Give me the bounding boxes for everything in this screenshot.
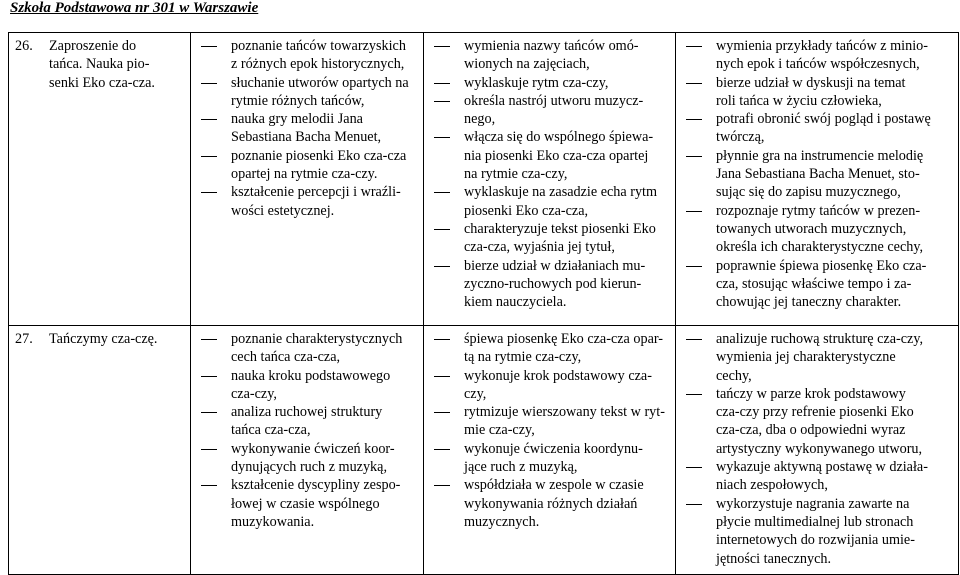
list-item	[430, 128, 671, 183]
list-item	[197, 476, 419, 531]
list-item	[682, 202, 954, 257]
text-line: wionych na zajęciach,	[464, 56, 590, 73]
list-item	[197, 110, 419, 147]
text-line: muzycznych.	[464, 513, 540, 530]
text-line: analizuje ruchową strukturę cza-czy,	[716, 331, 924, 347]
text-line: śpiewa piosenkę Eko cza-cza opar-	[464, 331, 664, 347]
text-line: bierze udział w działaniach mu-	[464, 257, 646, 274]
text-line: potrafi obronić swój pogląd i postawę	[716, 111, 931, 128]
text-line: jące ruch z muzyką,	[464, 459, 578, 476]
objectives-basic-cell	[424, 33, 676, 326]
text-line: tańca. Nauka pio-	[49, 56, 150, 73]
lesson-title	[49, 330, 186, 348]
text-line: poznanie piosenki Eko cza-cza	[231, 147, 407, 164]
text-line: nych epok i tańców współczesnych,	[716, 56, 920, 73]
text-line: tą na rytmie cza-czy,	[464, 349, 582, 366]
text-line: z różnych epok historycznych,	[231, 56, 405, 73]
text-line: wykonywanie ćwiczeń koor-	[231, 440, 395, 457]
text-line: cza-cza, dba o odpowiedni wyraz	[716, 422, 906, 439]
text-line: cza, stosując właściwe tempo i za-	[716, 275, 912, 292]
text-line: nauka gry melodii Jana	[231, 111, 363, 128]
text-line: niach zespołowych,	[716, 477, 828, 494]
lesson-number: 27.	[15, 331, 33, 347]
text-line: czy,	[464, 385, 487, 402]
list-item	[430, 220, 671, 257]
text-line: chowując jej taneczny charakter.	[716, 294, 902, 311]
text-line: wyklaskuje na zasadzie echa rytm	[464, 184, 658, 201]
text-line: roli tańca w życiu człowieka,	[716, 92, 882, 109]
text-line: jętności tanecznych.	[716, 550, 832, 567]
text-line: bierze udział w dyskusji na temat	[716, 74, 906, 91]
text-line: określa nastrój utworu muzycz-	[464, 92, 644, 109]
text-line: kształcenie percepcji i wraźli-	[231, 184, 401, 201]
text-line: wykazuje aktywną postawę w działa-	[716, 459, 928, 476]
list-item	[430, 257, 671, 312]
list-item	[197, 440, 419, 477]
objectives-extended-cell	[676, 33, 959, 326]
text-line: twórczą,	[716, 129, 765, 146]
list-item	[682, 147, 954, 202]
text-line: płynnie gra na instrumencie melodię	[716, 147, 924, 164]
lesson-title	[49, 37, 186, 92]
text-line: poznanie charakterystycznych	[231, 331, 403, 347]
list-item	[430, 37, 671, 74]
text-line: dynujących ruch z muzyką,	[231, 459, 388, 476]
text-line: senki Eko cza-cza.	[49, 74, 155, 91]
text-line: wości estetycznej.	[231, 202, 335, 219]
list-item	[197, 37, 419, 74]
text-line: tańczy w parze krok podstawowy	[716, 385, 906, 402]
text-line: wykorzystuje nagrania zawarte na	[716, 495, 910, 512]
text-line: rytmizuje wierszowany tekst w ryt-	[464, 404, 665, 421]
curriculum-table	[8, 32, 959, 575]
list-item	[430, 74, 671, 92]
text-line: łowej w czasie wspólnego	[231, 495, 380, 512]
list-item	[430, 330, 671, 367]
list-item	[197, 147, 419, 184]
list-item	[682, 330, 954, 385]
text-line: cza-cza, wyjaśnia jej tytuł,	[464, 239, 615, 256]
text-line: zyczno-ruchowych pod kierun-	[464, 275, 642, 292]
text-line: nauka kroku podstawowego	[231, 367, 391, 384]
list-item	[197, 330, 419, 367]
lesson-topic	[15, 37, 186, 92]
text-line: na rytmie cza-czy,	[464, 166, 568, 183]
text-line: internetowych do rozwijania umie-	[716, 532, 915, 549]
text-line: wykonuje krok podstawowy cza-	[464, 367, 652, 384]
text-line: wymienia przykłady tańców z minio-	[716, 38, 928, 54]
text-line: poznanie tańców towarzyskich	[231, 38, 406, 54]
list-item	[682, 37, 954, 74]
list-item	[430, 367, 671, 404]
text-line: poprawnie śpiewa piosenkę Eko cza-	[716, 257, 927, 274]
list-item	[682, 257, 954, 312]
text-line: artystyczny wykonywanego utworu,	[716, 440, 923, 457]
text-line: wymienia jej charakterystyczne	[716, 349, 896, 366]
list-item	[430, 183, 671, 220]
text-line: opartej na rytmie cza-czy.	[231, 166, 378, 183]
text-line: rytmie różnych tańców,	[231, 92, 365, 109]
text-line: wyklaskuje rytm cza-czy,	[464, 74, 609, 91]
text-line: sując się do zapisu muzycznego,	[716, 184, 901, 201]
text-line: cza-czy,	[231, 385, 277, 402]
table-row	[9, 33, 959, 326]
text-line: cechy,	[716, 367, 752, 384]
list-item	[197, 403, 419, 440]
list-item	[682, 74, 954, 111]
topic-cell	[9, 33, 191, 326]
text-line: wykonuje ćwiczenia koordynu-	[464, 440, 643, 457]
list-item	[430, 476, 671, 531]
content-cell	[191, 326, 424, 575]
list-item	[197, 74, 419, 111]
text-line: współdziała w zespole w czasie	[464, 477, 644, 494]
text-line: włącza się do wspólnego śpiewa-	[464, 129, 654, 146]
text-line: towanych utworach muzycznych,	[716, 220, 907, 237]
list-item	[682, 458, 954, 495]
text-line: Sebastiana Bacha Menuet,	[231, 129, 382, 146]
text-line: nego,	[464, 111, 496, 128]
text-line: Jana Sebastiana Bacha Menuet, sto-	[716, 166, 920, 183]
text-line: kształcenie dyscypliny zespo-	[231, 477, 401, 494]
lesson-number: 26.	[15, 38, 33, 54]
text-line: płycie multimedialnej lub stronach	[716, 513, 914, 530]
text-line: Tańczymy cza-czę.	[49, 331, 158, 347]
objectives-extended-cell	[676, 326, 959, 575]
list-item	[682, 110, 954, 147]
text-line: określa ich charakterystyczne cechy,	[716, 239, 924, 256]
text-line: analiza ruchowej struktury	[231, 404, 383, 421]
text-line: słuchanie utworów opartych na	[231, 74, 409, 91]
text-line: piosenki Eko cza-cza,	[464, 202, 589, 219]
objectives-basic-cell	[424, 326, 676, 575]
table-row	[9, 326, 959, 575]
list-item	[197, 183, 419, 220]
page-header: Szkoła Podstawowa nr 301 w Warszawie	[10, 0, 259, 16]
text-line: charakteryzuje tekst piosenki Eko	[464, 220, 656, 237]
text-line: cza-czy przy refrenie piosenki Eko	[716, 404, 914, 421]
text-line: wymienia nazwy tańców omó-	[464, 38, 639, 54]
text-line: rozpoznaje rytmy tańców w prezen-	[716, 202, 921, 219]
list-item	[430, 92, 671, 129]
text-line: muzykowania.	[231, 513, 315, 530]
list-item	[197, 367, 419, 404]
list-item	[682, 495, 954, 568]
list-item	[430, 440, 671, 477]
text-line: nia piosenki Eko cza-cza opartej	[464, 147, 649, 164]
topic-cell	[9, 326, 191, 575]
text-line: kiem nauczyciela.	[464, 294, 567, 311]
list-item	[430, 403, 671, 440]
text-line: tańca cza-cza,	[231, 422, 311, 439]
text-line: cech tańca cza-cza,	[231, 349, 341, 366]
lesson-topic	[15, 330, 186, 348]
list-item	[682, 385, 954, 458]
text-line: wykonywania różnych działań	[464, 495, 638, 512]
text-line: Zaproszenie do	[49, 38, 137, 54]
text-line: mie cza-czy,	[464, 422, 535, 439]
content-cell	[191, 33, 424, 326]
